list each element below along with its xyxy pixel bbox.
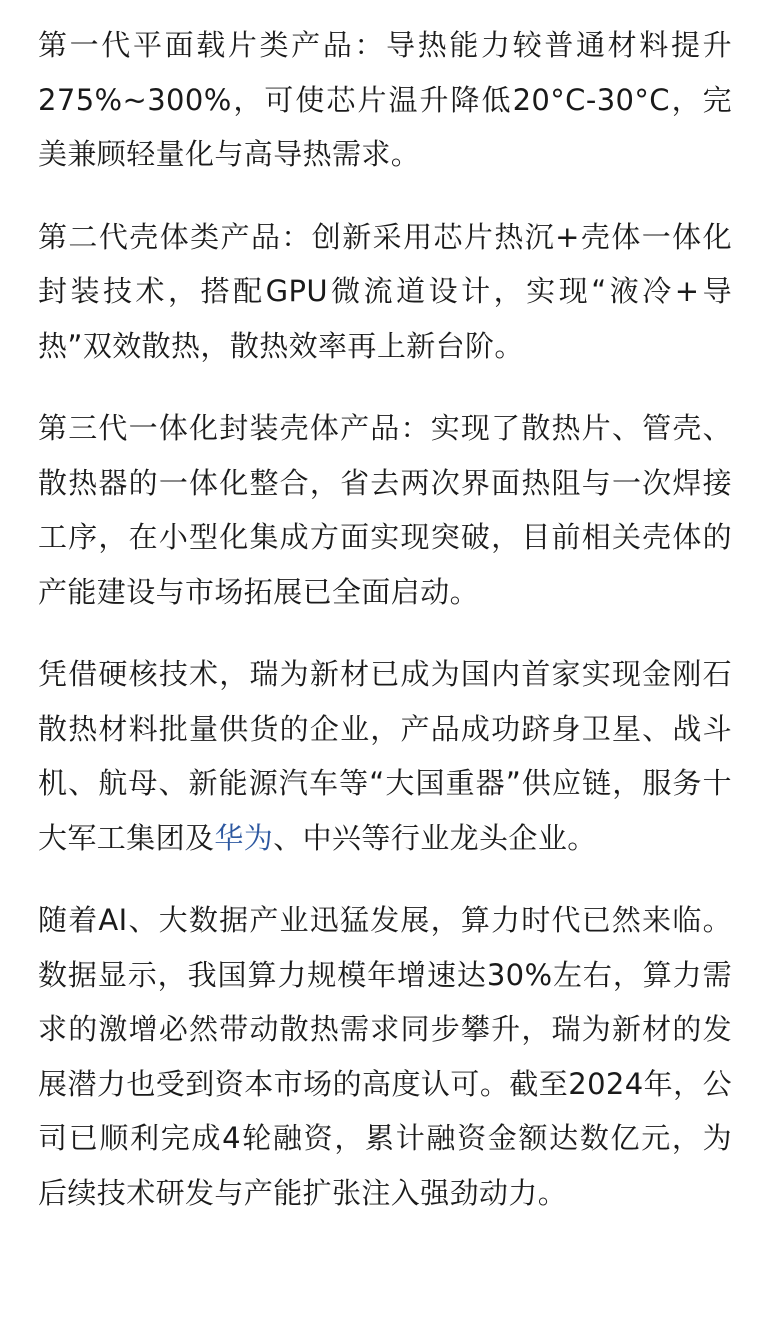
paragraph-first-generation: 第一代平面载片类产品：导热能力较普通材料提升275%~300%，可使芯片温升降低20°C-30°C，完美兼顾轻量化与高导热需求。 xyxy=(38,28,732,171)
article-body xyxy=(38,18,732,1220)
paragraph-text-before-link: 凭借硬核技术，瑞为新材已成为国内首家实现金刚石散热材料批量供货的企业，产品成功跻身卫星、战斗机、航母、新能源汽车等“大国重器”供应链，服务十大军工集团及 xyxy=(38,657,732,855)
paragraph-text-after-link: 、中兴等行业龙头企业。 xyxy=(273,820,597,855)
paragraph-second-generation: 第二代壳体类产品：创新采用芯片热沉+壳体一体化封装技术，搭配GPU微流道设计，实现“液冷+导热”双效散热，散热效率再上新台阶。 xyxy=(38,219,732,363)
huawei-link[interactable]: 华为 xyxy=(214,820,274,855)
paragraph-company-achievements xyxy=(38,647,732,865)
paragraph-market-outlook: 随着AI、大数据产业迅猛发展，算力时代已然来临。数据显示，我国算力规模年增速达30%左右，算力需求的激增必然带动散热需求同步攀升，瑞为新材的发展潜力也受到资本市场的高度认可。截至2024年，公司已顺利完成4轮融资，累计融资金额达数亿元，为后续技术研发与产能扩张注入强劲动力。 xyxy=(38,903,732,1210)
paragraph-third-generation: 第三代一体化封装壳体产品：实现了散热片、管壳、散热器的一体化整合，省去两次界面热阻与一次焊接工序，在小型化集成方面实现突破，目前相关壳体的产能建设与市场拓展已全面启动。 xyxy=(38,411,732,609)
